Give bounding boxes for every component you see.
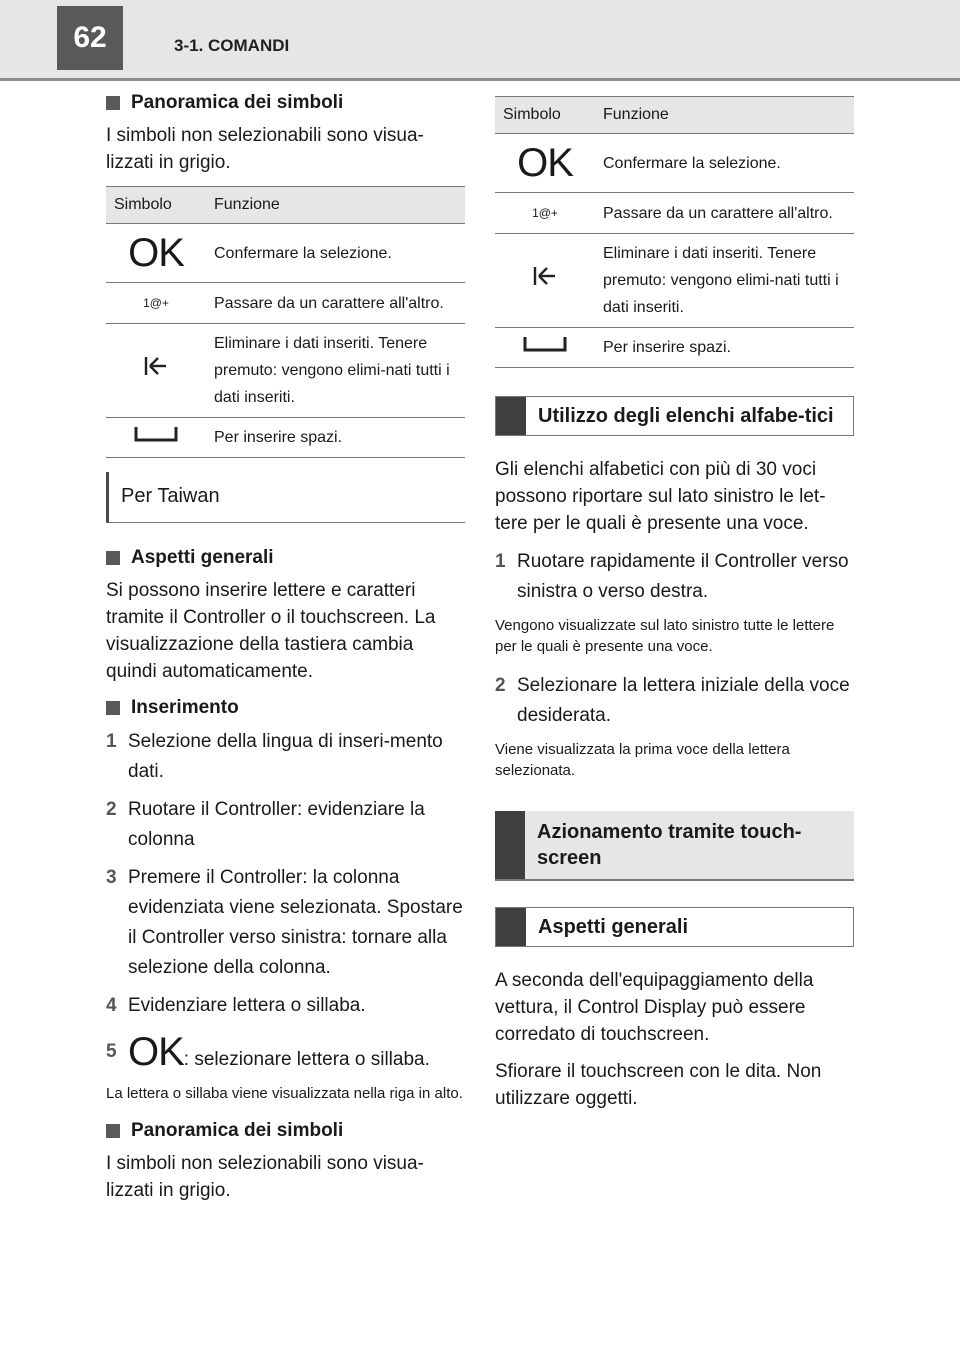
region-label: Per Taiwan — [106, 472, 465, 523]
table-row: OK Confermare la selezione. — [106, 224, 465, 283]
box-title: Utilizzo degli elenchi alfabe-tici — [538, 405, 834, 427]
symbol-table — [495, 96, 854, 368]
space-icon — [106, 418, 206, 458]
paragraph: Si possono inserire lettere e caratteri tramite il Controller o il touchscreen. La visualizzazione della tastiera cambia quindi automaticamente. — [106, 580, 436, 682]
delete-icon — [106, 324, 206, 418]
delete-icon — [495, 234, 595, 328]
square-bullet-icon — [106, 551, 120, 565]
page-number: 62 — [57, 6, 123, 70]
paragraph: I simboli non selezionabili sono visua-lizzati in grigio. — [106, 125, 424, 173]
subheading: Inserimento — [106, 695, 465, 721]
ok-icon: OK — [517, 141, 573, 185]
step: 2 Ruotare il Controller: evidenziare la colonna — [106, 799, 425, 850]
subheading: Panoramica dei simboli — [106, 90, 465, 116]
step: 3 Premere il Controller: la colonna evidenziata viene selezionata. Spostare il Controller verso sinistra: tornare alla selezione della colonna. — [106, 867, 463, 978]
space-icon — [495, 328, 595, 368]
box-bar — [496, 908, 526, 946]
table-row: 1@+ Passare da un carattere all'altro. — [106, 283, 465, 324]
paragraph: A seconda dell'equipaggiamento della vettura, il Control Display può essere corredato di touchscreen. — [495, 970, 814, 1045]
table-header: Funzione — [595, 97, 854, 134]
section-box — [495, 811, 854, 881]
subheading: Panoramica dei simboli — [106, 1118, 465, 1144]
character-switch-icon: 1@+ — [143, 296, 169, 310]
section-box — [495, 396, 854, 436]
step: 4 Evidenziare lettera o sillaba. — [106, 995, 366, 1016]
section-title: 3-1. COMANDI — [174, 36, 290, 55]
square-bullet-icon — [106, 96, 120, 110]
box-title: Azionamento tramite touch-screen — [537, 821, 802, 869]
table-row: OK Confermare la selezione. — [495, 134, 854, 193]
symbol-table — [106, 186, 465, 458]
table-row: Per inserire spazi. — [106, 418, 465, 458]
step: 2 Selezionare la lettera iniziale della voce desiderata. — [495, 675, 850, 726]
note: Viene visualizzata la prima voce della lettera selezionata. — [495, 741, 790, 779]
table-row: Eliminare i dati inseriti. Tenere premuto: vengono elimi-nati tutti i dati inseriti. — [106, 324, 465, 418]
page-header — [0, 0, 960, 81]
table-header: Simbolo — [106, 187, 206, 224]
paragraph: Gli elenchi alfabetici con più di 30 voci possono riportare sul lato sinistro le let-tere per le quali è presente una voce. — [495, 459, 826, 534]
step: 1 Ruotare rapidamente il Controller verso sinistra o verso destra. — [495, 551, 849, 602]
section-box — [495, 907, 854, 947]
square-bullet-icon — [106, 1124, 120, 1138]
table-header: Simbolo — [495, 97, 595, 134]
paragraph: Sfiorare il touchscreen con le dita. Non utilizzare oggetti. — [495, 1061, 822, 1109]
ok-icon: OK — [128, 231, 184, 275]
step: 1 Selezione della lingua di inseri-mento dati. — [106, 731, 443, 782]
note: Vengono visualizzate sul lato sinistro tutte le lettere per le quali è presente una voce. — [495, 617, 835, 655]
step: 5 OK: selezionare lettera o sillaba. — [106, 1030, 430, 1074]
table-row: Per inserire spazi. — [495, 328, 854, 368]
box-title: Aspetti generali — [538, 916, 689, 938]
box-bar — [495, 811, 525, 879]
table-header: Funzione — [206, 187, 465, 224]
table-row: Eliminare i dati inseriti. Tenere premuto: vengono elimi-nati tutti i dati inseriti. — [495, 234, 854, 328]
ok-icon: OK — [128, 1030, 184, 1074]
subheading: Aspetti generali — [106, 545, 465, 571]
square-bullet-icon — [106, 701, 120, 715]
character-switch-icon: 1@+ — [532, 206, 558, 220]
note: La lettera o sillaba viene visualizzata nella riga in alto. — [106, 1085, 463, 1102]
right-column — [495, 96, 854, 1122]
left-column — [106, 90, 465, 1214]
box-bar — [496, 397, 526, 435]
paragraph: I simboli non selezionabili sono visua-lizzati in grigio. — [106, 1153, 424, 1201]
table-row: 1@+ Passare da un carattere all'altro. — [495, 193, 854, 234]
